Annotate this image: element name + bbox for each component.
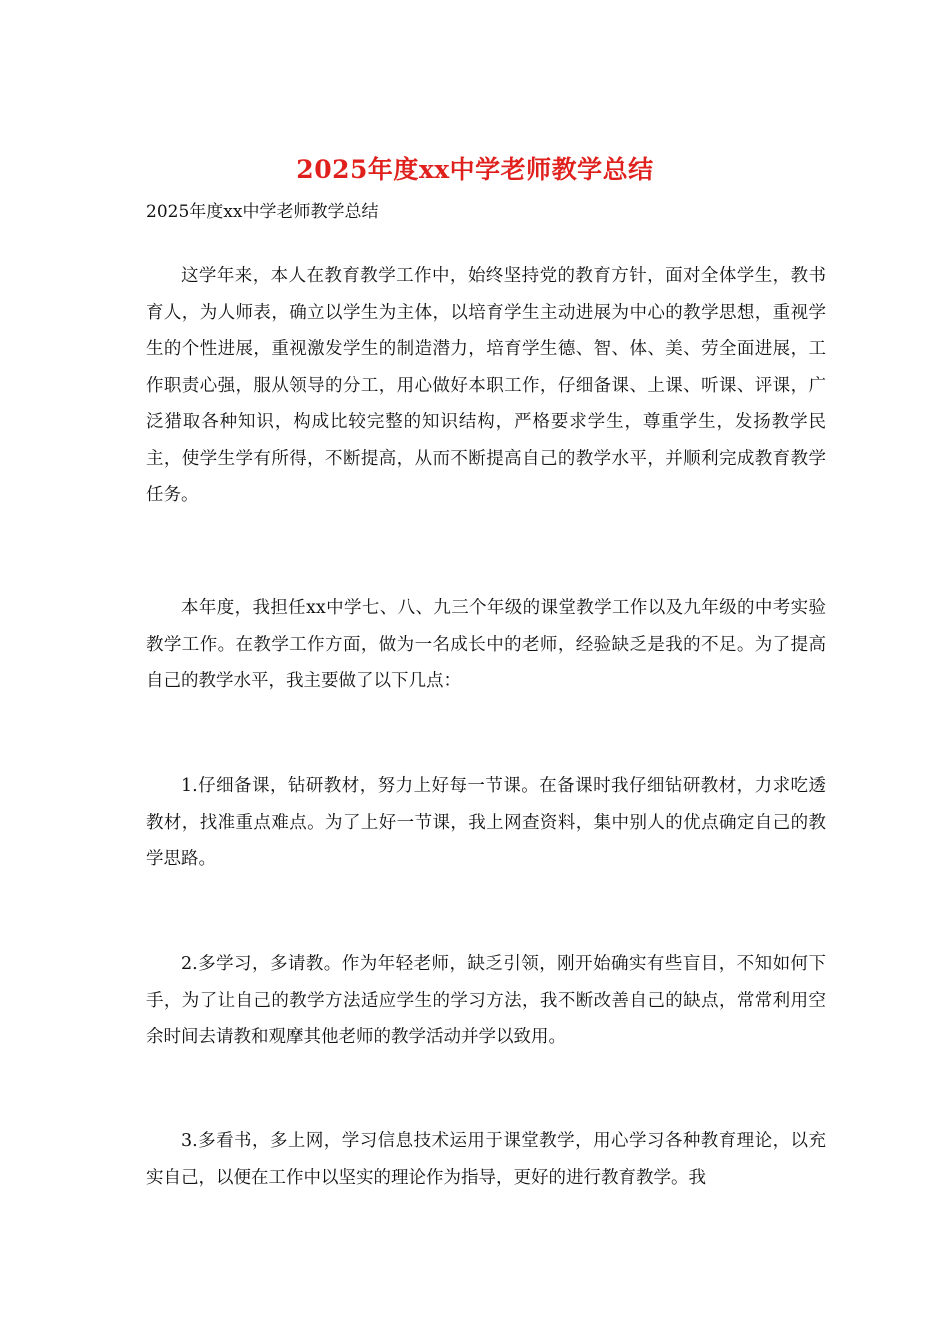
paragraph-intro: 这学年来，本人在教育教学工作中，始终坚持党的教育方针，面对全体学生，教书育人，为人师表，确立以学生为主体，以培育学生主动进展为中心的教学思想，重视学生的个性进展，重视激发学生的制造潜力，培育学生德、智、体、美、劳全面进展，工作职责心强，服从领导的分工，用心做好本职工作，仔细备课、上课、听课、评课，广泛猎取各种知识，构成比较完整的知识结构，严格要求学生，尊重学生，发扬教学民主，使学生学有所得，不断提高，从而不断提高自己的教学水平，并顺利完成教育教学任务。 — [146, 266, 826, 505]
paragraph-point-1: 1.仔细备课，钻研教材，努力上好每一节课。在备课时我仔细钻研教材，力求吃透教材，找准重点难点。为了上好一节课，我上网查资料，集中别人的优点确定自己的教学思路。 — [146, 776, 826, 869]
document-title: 2025年度xx中学老师教学总结 — [296, 155, 654, 184]
paragraph-point-3: 3.多看书，多上网，学习信息技术运用于课堂教学，用心学习各种教育理论，以充实自己，以便在工作中以坚实的理论作为指导，更好的进行教育教学。我 — [146, 1131, 826, 1188]
document-subtitle: 2025年度xx中学老师教学总结 — [146, 202, 379, 222]
paragraph-duties: 本年度，我担任xx中学七、八、九三个年级的课堂教学工作以及九年级的中考实验教学工作。在教学工作方面，做为一名成长中的老师，经验缺乏是我的不足。为了提高自己的教学水平，我主要做了以下几点： — [146, 598, 826, 691]
paragraph-point-2: 2.多学习，多请教。作为年轻老师，缺乏引领，刚开始确实有些盲目，不知如何下手，为了让自己的教学方法适应学生的学习方法，我不断改善自己的缺点，常常利用空余时间去请教和观摩其他老师的教学活动并学以致用。 — [146, 954, 826, 1047]
